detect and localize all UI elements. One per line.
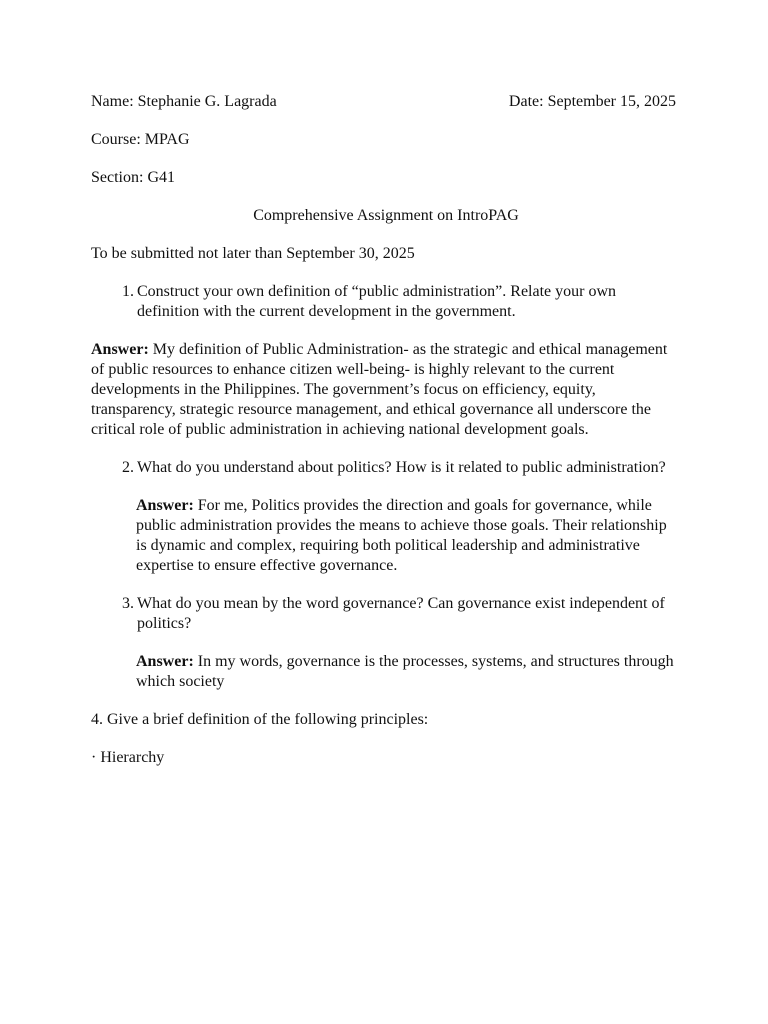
question-text: Construct your own definition of “public administration”. Relate your own definition with the current development in the government. <box>137 283 617 320</box>
question-text: What do you understand about politics? How is it related to public administration? <box>137 459 666 476</box>
bullet-hierarchy: · Hierarchy <box>91 749 165 766</box>
answer-text: In my words, governance is the processes, systems, and structures through which society <box>136 653 674 690</box>
answer-2 <box>91 496 681 576</box>
answer-1 <box>91 340 681 440</box>
student-name: Name: Stephanie G. Lagrada <box>91 93 277 110</box>
question-number: 1. <box>122 283 134 300</box>
header-row <box>91 92 676 112</box>
document-title: Comprehensive Assignment on IntroPAG <box>253 207 519 224</box>
deadline-line: To be submitted not later than September 30, 2025 <box>91 245 415 262</box>
answer-label: Answer: <box>136 653 194 670</box>
question-3 <box>91 594 681 634</box>
answer-text: For me, Politics provides the direction and goals for governance, while public administration provides the means to achieve those goals. Their relationship is dynamic and complex, requiring both political leadership and administrative expertise to ensure effective governance. <box>136 497 667 574</box>
answer-label: Answer: <box>91 341 149 358</box>
submission-date: Date: September 15, 2025 <box>508 93 676 110</box>
answer-label: Answer: <box>136 497 194 514</box>
question-4: 4. Give a brief definition of the following principles: <box>91 711 429 728</box>
section-line: Section: G41 <box>91 169 175 186</box>
answer-3 <box>91 652 681 692</box>
question-2 <box>91 458 681 478</box>
answer-text: My definition of Public Administration- as the strategic and ethical management of public resources to enhance citizen well-being- is highly relevant to the current developments in the Philippines. The government’s focus on efficiency, equity, transparency, strategic resource management, and ethical governance all underscore the critical role of public administration in achieving national development goals. <box>91 341 668 438</box>
question-1 <box>91 282 681 322</box>
question-text: What do you mean by the word governance? Can governance exist independent of politics? <box>137 595 665 632</box>
question-number: 2. <box>122 459 134 476</box>
question-number: 3. <box>122 595 134 612</box>
document-page <box>91 92 681 768</box>
course-line: Course: MPAG <box>91 131 190 148</box>
